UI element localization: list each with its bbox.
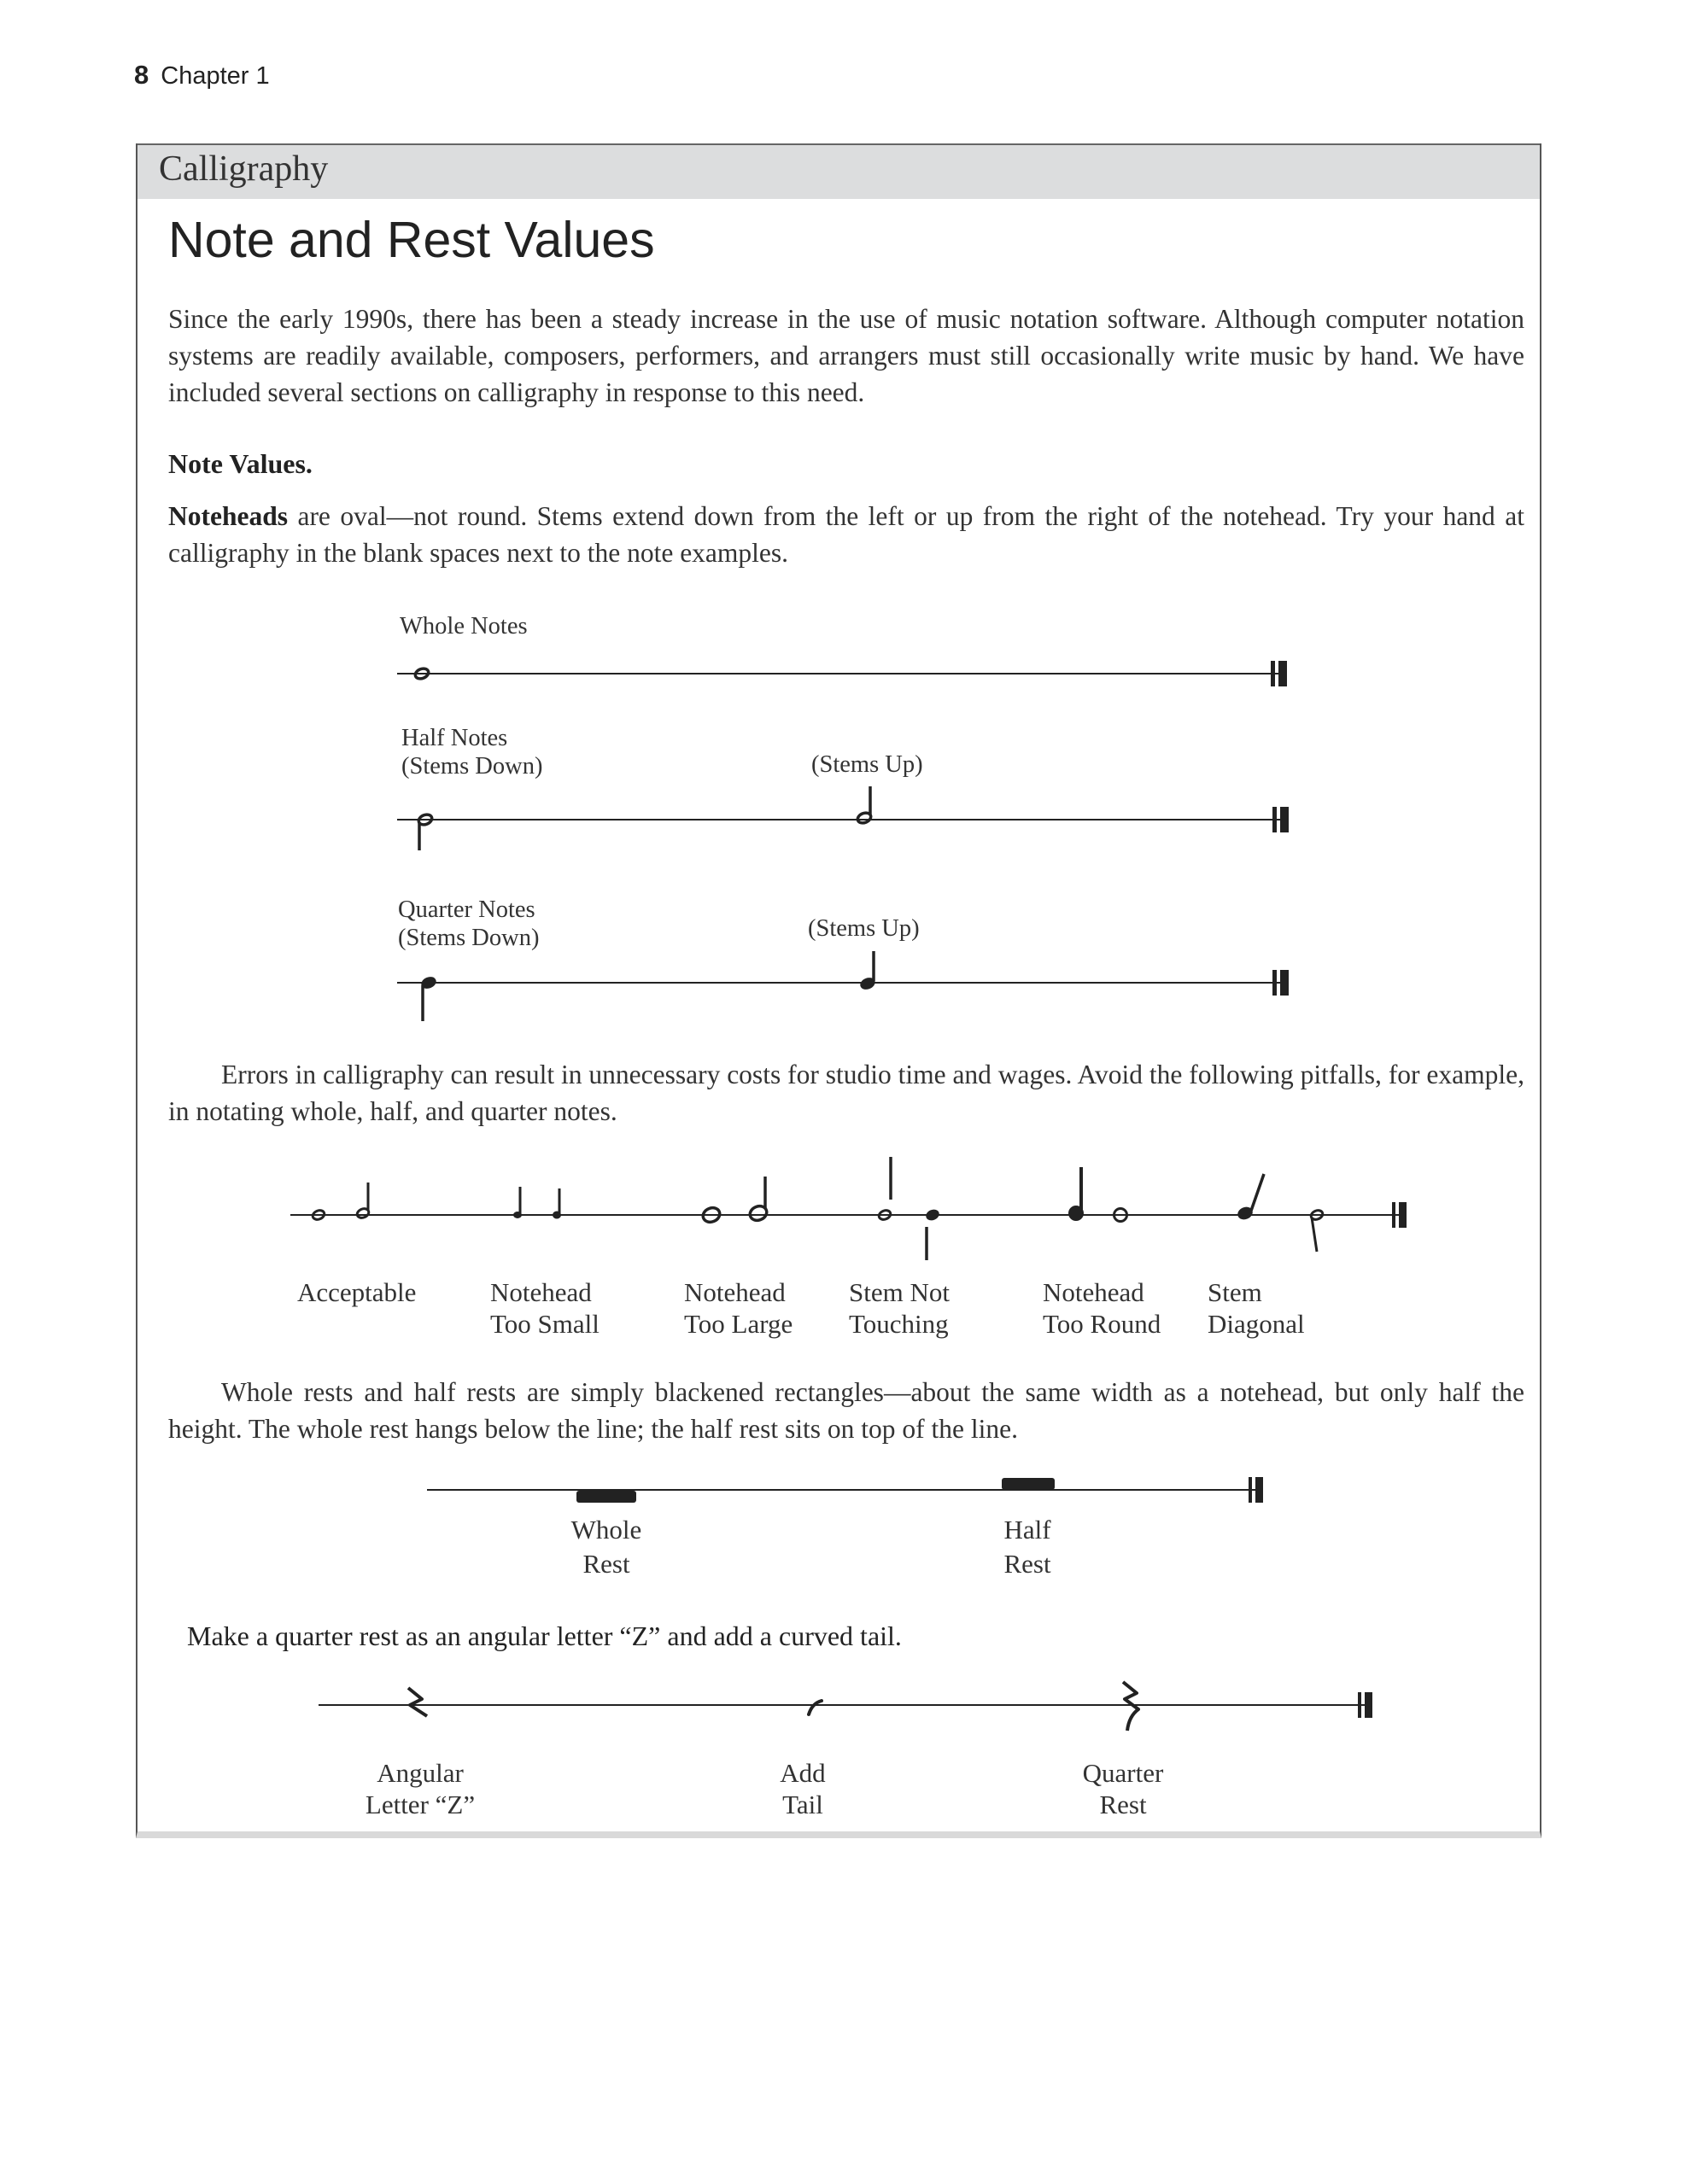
quarter-rest-staff — [319, 1682, 1372, 1731]
quarter-rest-instruction: Make a quarter rest as an angular letter “Z” and add a curved tail. — [187, 1620, 902, 1651]
errors-paragraph: Errors in calligraphy can result in unnecessary costs for studio time and wages. Avoid the following pitfalls, for example, in notating whole, half, and quarter notes. — [168, 1060, 1524, 1126]
half-rest-label: Half Rest — [1003, 1515, 1051, 1579]
chapter-label: Chapter 1 — [161, 62, 270, 90]
quarter-stems-down-label: (Stems Down) — [398, 925, 540, 951]
whole-notes-label: Whole Notes — [400, 613, 528, 639]
box-section-label: Calligraphy — [159, 149, 329, 189]
step-label-angular-z: Angular Letter “Z” — [365, 1758, 476, 1819]
quarter-notes-label: Quarter Notes — [398, 896, 535, 923]
pitfall-label-stem-not-touching: Stem Not Touching — [849, 1277, 950, 1339]
rests-paragraph: Whole rests and half rests are simply blackened rectangles—about the same width as a notehead, but only half the height. The whole rest hangs below the line; the half rest sits on top of the line. — [168, 1377, 1524, 1444]
step-label-add-tail: Add Tail — [780, 1758, 826, 1819]
pitfall-label-too-round: Notehead Too Round — [1043, 1277, 1161, 1339]
half-stems-up-label: (Stems Up) — [811, 751, 923, 778]
page-title: Note and Rest Values — [168, 212, 655, 268]
quarter-notes-staff — [397, 951, 1289, 1021]
pitfall-label-too-small: Notehead Too Small — [490, 1277, 600, 1339]
noteheads-text: are oval—not round. Stems extend down from the left or up from the right of the notehead. Try your hand at calligraphy in the blank spaces next to the note examples. — [168, 501, 1524, 568]
pitfalls-staff — [290, 1157, 1407, 1260]
half-notes-label: Half Notes — [401, 725, 508, 751]
rests-staff — [427, 1477, 1263, 1503]
note-values-heading: Note Values. — [168, 448, 313, 479]
pitfall-label-too-large: Notehead Too Large — [684, 1277, 793, 1339]
pitfall-label-acceptable: Acceptable — [297, 1277, 417, 1307]
pitfall-label-stem-diagonal: Stem Diagonal — [1208, 1277, 1305, 1339]
step-label-quarter-rest: Quarter Rest — [1082, 1758, 1164, 1819]
quarter-stems-up-label: (Stems Up) — [808, 915, 920, 942]
half-stems-down-label: (Stems Down) — [401, 753, 543, 780]
page-number: 8 — [134, 60, 149, 90]
half-notes-staff — [397, 786, 1289, 850]
intro-paragraph: Since the early 1990s, there has been a steady increase in the use of music notation software. Although computer notation systems are readily available, composers, performers, and arrangers must still occasionally write music by hand. We have included several sections on calligraphy in response to this need. — [168, 304, 1524, 407]
whole-notes-staff — [397, 661, 1287, 686]
whole-rest-label: Whole Rest — [570, 1515, 642, 1579]
noteheads-term: Noteheads — [168, 501, 288, 531]
